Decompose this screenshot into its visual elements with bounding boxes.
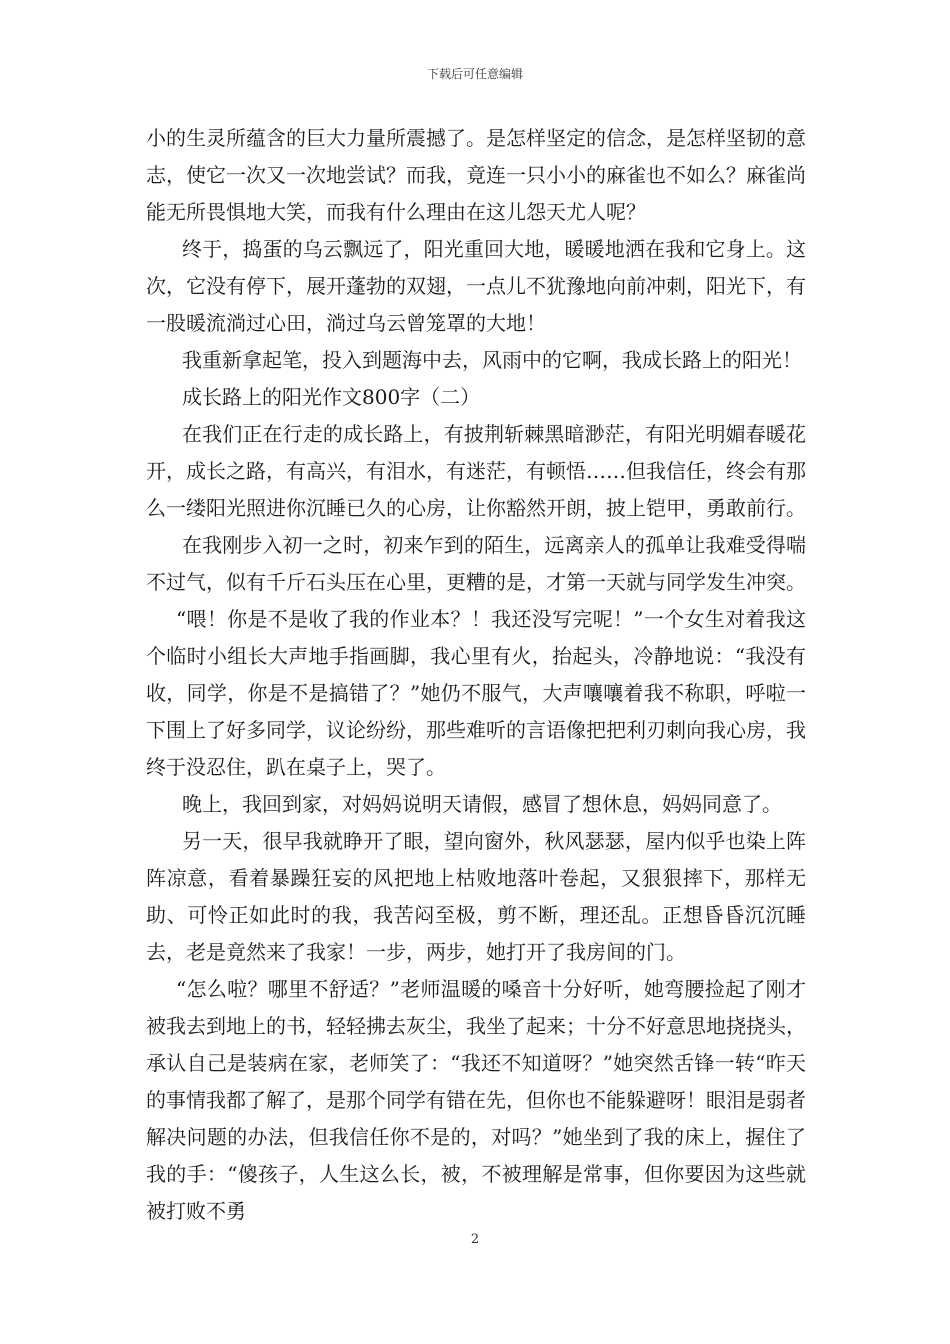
paragraph: 在我刚步入初一之时，初来乍到的陌生，远离亲人的孤单让我难受得喘不过气，似有千斤石头压在心里，更糟的是，才第一天就与同学发生冲突。 xyxy=(146,533,806,594)
paragraph: “怎么啦？哪里不舒适？”老师温暖的嗓音十分好听，她弯腰捡起了刚才被我去到地上的书，轻轻拂去灰尘，我坐了起来；十分不好意思地挠挠头，承认自己是装病在家，老师笑了：“我还不知道呀？”她突然舌锋一转“昨天的事情我都了解了，是那个同学有错在先，但你也不能躲避呀！眼泪是弱者解决问题的办法，但我信任你不是的，对吗？”她坐到了我的床上，握住了我的手：“傻孩子，人生这么长，被，不被理解是常事，但你要因为这些就被打败不勇 xyxy=(146,977,806,1223)
page-header: 下载后可任意编辑 xyxy=(426,67,523,81)
paragraph: 我重新拿起笔，投入到题海中去，风雨中的它啊，我成长路上的阳光！ xyxy=(182,348,802,372)
section-title: 成长路上的阳光作文800字（二） xyxy=(182,385,481,409)
paragraph: 晚上，我回到家，对妈妈说明天请假，感冒了想休息，妈妈同意了。 xyxy=(182,792,782,816)
paragraph: 另一天，很早我就睁开了眼，望向窗外，秋风瑟瑟，屋内似乎也染上阵阵凉意，看着暴躁狂妄的风把地上枯败地落叶卷起，又狠狠摔下，那样无助、可怜正如此时的我，我苦闷至极，剪不断，理还乱。正想昏昏沉沉睡去，老是竟然来了我家！一步，两步，她打开了我房间的门。 xyxy=(146,829,806,964)
paragraph: 小的生灵所蕴含的巨大力量所震撼了。是怎样坚定的信念，是怎样坚韧的意志，使它一次又一次地尝试？而我，竟连一只小小的麻雀也不如么？麻雀尚能无所畏惧地大笑，而我有什么理由在这儿怨天尤人呢？ xyxy=(146,126,806,224)
page-number: 2 xyxy=(470,1232,480,1247)
paragraph: 在我们正在行走的成长路上，有披荆斩棘黑暗渺茫，有阳光明媚春暖花开，成长之路，有高兴，有泪水，有迷茫，有顿悟……但我信任，终会有那么一缕阳光照进你沉睡已久的心房，让你豁然开朗，披上铠甲，勇敢前行。 xyxy=(146,422,806,520)
paragraph: “喂！你是不是收了我的作业本？！我还没写完呢！”一个女生对着我这个临时小组长大声地手指画脚，我心里有火，抬起头，冷静地说：“我没有收，同学，你是不是搞错了？”她仍不服气，大声嚷嚷着我不称职，呼啦一下围上了好多同学，议论纷纷，那些难听的言语像把把利刃刺向我心房，我终于没忍住，趴在桌子上，哭了。 xyxy=(146,607,806,779)
paragraph: 终于，捣蛋的乌云飘远了，阳光重回大地，暖暖地洒在我和它身上。这次，它没有停下，展开蓬勃的双翅，一点儿不犹豫地向前冲刺，阳光下，有一股暖流淌过心田，淌过乌云曾笼罩的大地！ xyxy=(146,237,806,335)
document-body xyxy=(146,120,806,1223)
